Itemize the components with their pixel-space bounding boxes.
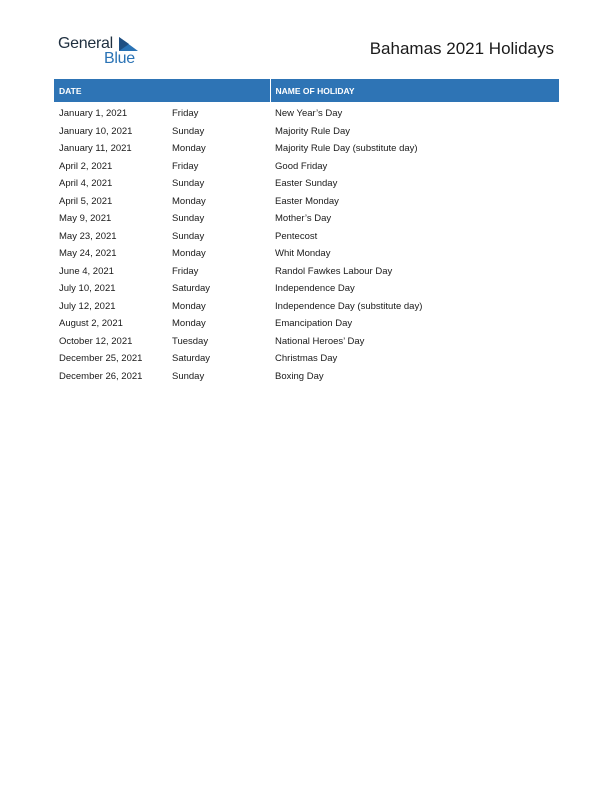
holiday-name: Majority Rule Day bbox=[275, 125, 350, 137]
holiday-weekday: Sunday bbox=[172, 125, 205, 137]
holiday-name: Pentecost bbox=[275, 230, 318, 242]
holiday-name: Boxing Day bbox=[275, 370, 324, 382]
table-row bbox=[54, 158, 559, 176]
holiday-weekday: Friday bbox=[172, 108, 199, 120]
holiday-name: National Heroes’ Day bbox=[275, 335, 365, 347]
holiday-date: June 4, 2021 bbox=[59, 265, 114, 277]
holiday-weekday: Saturday bbox=[172, 353, 211, 365]
holiday-weekday: Sunday bbox=[172, 230, 205, 242]
table-row bbox=[54, 368, 559, 386]
logo-word-general: General bbox=[58, 35, 113, 52]
holiday-name: Good Friday bbox=[275, 160, 328, 172]
holiday-weekday: Monday bbox=[172, 143, 206, 155]
holidays-table bbox=[54, 79, 559, 385]
table-row bbox=[54, 280, 559, 298]
holiday-date: May 23, 2021 bbox=[59, 230, 117, 242]
holiday-name: Randol Fawkes Labour Day bbox=[275, 265, 393, 277]
table-row bbox=[54, 350, 559, 368]
holiday-date: April 4, 2021 bbox=[59, 178, 113, 190]
holiday-weekday: Monday bbox=[172, 318, 206, 330]
table-row bbox=[54, 263, 559, 281]
holiday-date: April 5, 2021 bbox=[59, 195, 113, 207]
holiday-weekday: Tuesday bbox=[172, 335, 209, 347]
holiday-name: Easter Sunday bbox=[275, 178, 338, 190]
holiday-date: July 12, 2021 bbox=[59, 300, 116, 312]
holiday-weekday: Sunday bbox=[172, 178, 205, 190]
holiday-name: Emancipation Day bbox=[275, 318, 353, 330]
page-title: Bahamas 2021 Holidays bbox=[369, 39, 554, 58]
holiday-date: August 2, 2021 bbox=[59, 318, 123, 330]
table-row bbox=[54, 315, 559, 333]
holiday-weekday: Saturday bbox=[172, 283, 211, 295]
holiday-date: April 2, 2021 bbox=[59, 160, 113, 172]
holiday-date: January 1, 2021 bbox=[59, 108, 128, 120]
table-row bbox=[54, 210, 559, 228]
holiday-weekday: Sunday bbox=[172, 370, 205, 382]
holiday-weekday: Monday bbox=[172, 300, 206, 312]
generalblue-logo bbox=[58, 35, 148, 69]
column-header-holiday-name: NAME OF HOLIDAY bbox=[270, 79, 559, 102]
holiday-name: New Year’s Day bbox=[275, 108, 343, 120]
holiday-date: December 25, 2021 bbox=[59, 353, 143, 365]
holiday-weekday: Monday bbox=[172, 248, 206, 260]
holiday-date: July 10, 2021 bbox=[59, 283, 116, 295]
logo-word-blue: Blue bbox=[104, 50, 135, 67]
table-row bbox=[54, 333, 559, 351]
holiday-name: Independence Day (substitute day) bbox=[275, 300, 423, 312]
holiday-weekday: Friday bbox=[172, 265, 199, 277]
holiday-date: January 10, 2021 bbox=[59, 125, 133, 137]
table-body bbox=[54, 102, 559, 385]
holiday-date: May 9, 2021 bbox=[59, 213, 112, 225]
table-row bbox=[54, 245, 559, 263]
holiday-name: Christmas Day bbox=[275, 353, 338, 365]
table-header-row bbox=[54, 79, 559, 102]
holiday-name: Easter Monday bbox=[275, 195, 339, 207]
holiday-date: October 12, 2021 bbox=[59, 335, 133, 347]
holiday-weekday: Monday bbox=[172, 195, 206, 207]
table-row bbox=[54, 140, 559, 158]
column-header-date: DATE bbox=[54, 79, 270, 102]
table-row bbox=[54, 123, 559, 141]
holiday-date: January 11, 2021 bbox=[59, 143, 132, 155]
holiday-weekday: Friday bbox=[172, 160, 199, 172]
holiday-weekday: Sunday bbox=[172, 213, 205, 225]
table-row bbox=[54, 298, 559, 316]
holiday-name: Majority Rule Day (substitute day) bbox=[275, 143, 418, 155]
holiday-name: Whit Monday bbox=[275, 248, 331, 260]
holiday-name: Independence Day bbox=[275, 283, 355, 295]
holiday-date: December 26, 2021 bbox=[59, 370, 143, 382]
table-row bbox=[54, 193, 559, 211]
holiday-name: Mother’s Day bbox=[275, 213, 332, 225]
holiday-date: May 24, 2021 bbox=[59, 248, 117, 260]
table-row bbox=[54, 102, 559, 123]
table-row bbox=[54, 228, 559, 246]
table-row bbox=[54, 175, 559, 193]
